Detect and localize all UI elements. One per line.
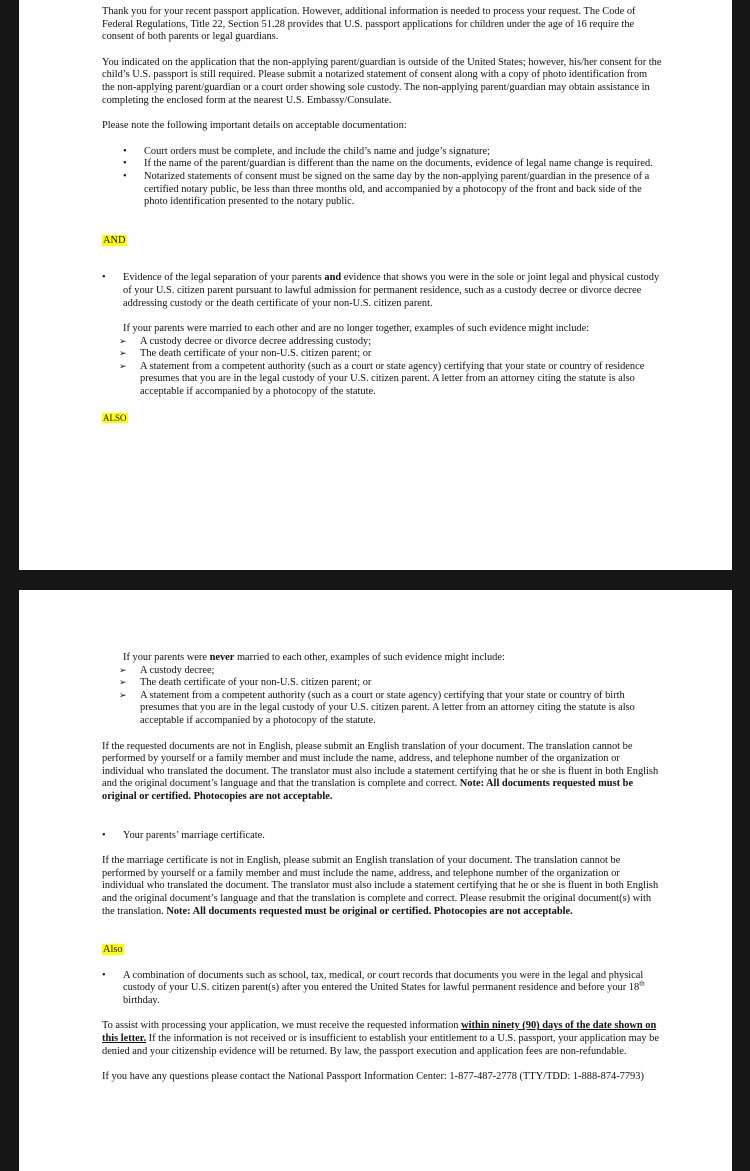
also-label: ALSO: [103, 412, 127, 423]
list-item: • Court orders must be complete, and include the child’s name and judge’s signature;: [144, 146, 662, 159]
documentation-intro: Please note the following important details on acceptable documentation:: [102, 120, 407, 132]
list-item: ➢ A statement from a competent authority (such as a court or state agency) certifying that your state or country of residence presumes that you are in the legal custody of your U.S. citizen parent. A letter from an attorney citing the statute is also acceptable if accompanied by a photocopy of the statute.: [119, 361, 662, 399]
list-item: ➢ The death certificate of your non-U.S. citizen parent; or: [119, 677, 662, 690]
intro-paragraph: Thank you for your recent passport application. However, additional information is needed to process your request. The Code of Federal Regulations, Title 22, Section 51.28 provides that U.S. passport applications for children under the age of 16 require the consent of both parents or legal guardians.: [102, 6, 636, 43]
and-label: AND: [103, 234, 126, 246]
list-item: • Evidence of the legal separation of your parents and evidence that shows you were in the sole or joint legal and physical custody of your U.S. citizen parent pursuant to lawful admission for permanent residence, such as a custody decree or divorce decree addressing custody or the death certificate of your non-U.S. citizen parent.: [123, 272, 662, 310]
married-examples-list: [119, 336, 662, 399]
list-item: • Notarized statements of consent must be signed on the same day by the non-applying parent/guardian in the presence of a certified notary public, be less than three months old, and accompanied by a photocopy of the front and back side of the photo identification presented to the notary public.: [144, 171, 662, 209]
never-married-examples-list: [119, 665, 662, 728]
never-married-intro: If your parents were never married to each other, examples of such evidence might include:: [123, 652, 505, 663]
contact-paragraph: If you have any questions please contact the National Passport Information Center: 1-877-487-2778 (TTY/TDD: 1-888-874-7793): [102, 1071, 644, 1083]
list-item: ➢ A custody decree or divorce decree addressing custody;: [119, 336, 662, 349]
marriage-certificate-list: [123, 830, 662, 843]
list-item: ➢ A custody decree;: [119, 665, 662, 678]
evidence-list: [123, 272, 662, 310]
translation-paragraph-2: If the marriage certificate is not in English, please submit an English translation of your document. The translation cannot be performed by yourself or a family member and must include the name, address, and telephone number of the organization or individual who translated the document. The translator must also include a statement certifying that he or she is fluent in both English and the original document’s language and that the translation is complete and correct. Please resubmit the original document(s) with the translation. Note: All documents requested must be original or certified. Photocopies are not acceptable.: [102, 855, 659, 917]
translation-paragraph-1: If the requested documents are not in English, please submit an English translation of your document. The translation cannot be performed by yourself or a family member and must include the name, address, and telephone number of the organization or individual who translated the document. The translator must also include a statement certifying that he or she is fluent in both English and the original document’s language and that the translation is complete and correct. Note: All documents requested must be original or certified. Photocopies are not acceptable.: [102, 740, 659, 802]
married-examples-intro: If your parents were married to each other and are no longer together, examples of such evidence might include:: [123, 323, 590, 335]
list-item: • A combination of documents such as school, tax, medical, or court records that documents you were in the legal and physical custody of your U.S. citizen parent(s) after you entered the United States for lawful permanent residence and before your 18th birthday.: [123, 970, 662, 1008]
list-item: ➢ A statement from a competent authority (such as a court or state agency) certifying that your state or country of birth presumes that you are in the legal custody of your U.S. citizen parent. A letter from an attorney citing the statute is also acceptable if accompanied by a photocopy of the statute.: [119, 690, 662, 728]
document-page-1: [19, 0, 732, 570]
list-item: • Your parents’ marriage certificate.: [123, 830, 662, 843]
combination-list: [123, 970, 662, 1008]
deadline-paragraph: To assist with processing your application, we must receive the requested information within ninety (90) days of the date shown on this letter. If the information is not received or is insufficient to establish your entitlement to a U.S. passport, your application may be denied and your citizenship evidence will be returned. By law, the passport execution and application fees are non-refundable.: [102, 1020, 659, 1057]
list-item: • If the name of the parent/guardian is different than the name on the documents, evidence of legal name change is required.: [144, 158, 662, 171]
non-applying-parent-paragraph: You indicated on the application that the non-applying parent/guardian is outside of the United States; however, his/her consent for the child’s U.S. passport is still required. Please submit a notarized statement of consent along with a copy of photo identification from the non-applying parent/guardian or a court order showing sole custody. The non-applying parent/guardian may obtain assistance in completing the enclosed form at the nearest U.S. Embassy/Consulate.: [102, 56, 662, 106]
document-page-2: [19, 590, 732, 1171]
documentation-details-list: [144, 146, 662, 209]
also-label: Also: [103, 944, 123, 956]
list-item: ➢ The death certificate of your non-U.S. citizen parent; or: [119, 348, 662, 361]
